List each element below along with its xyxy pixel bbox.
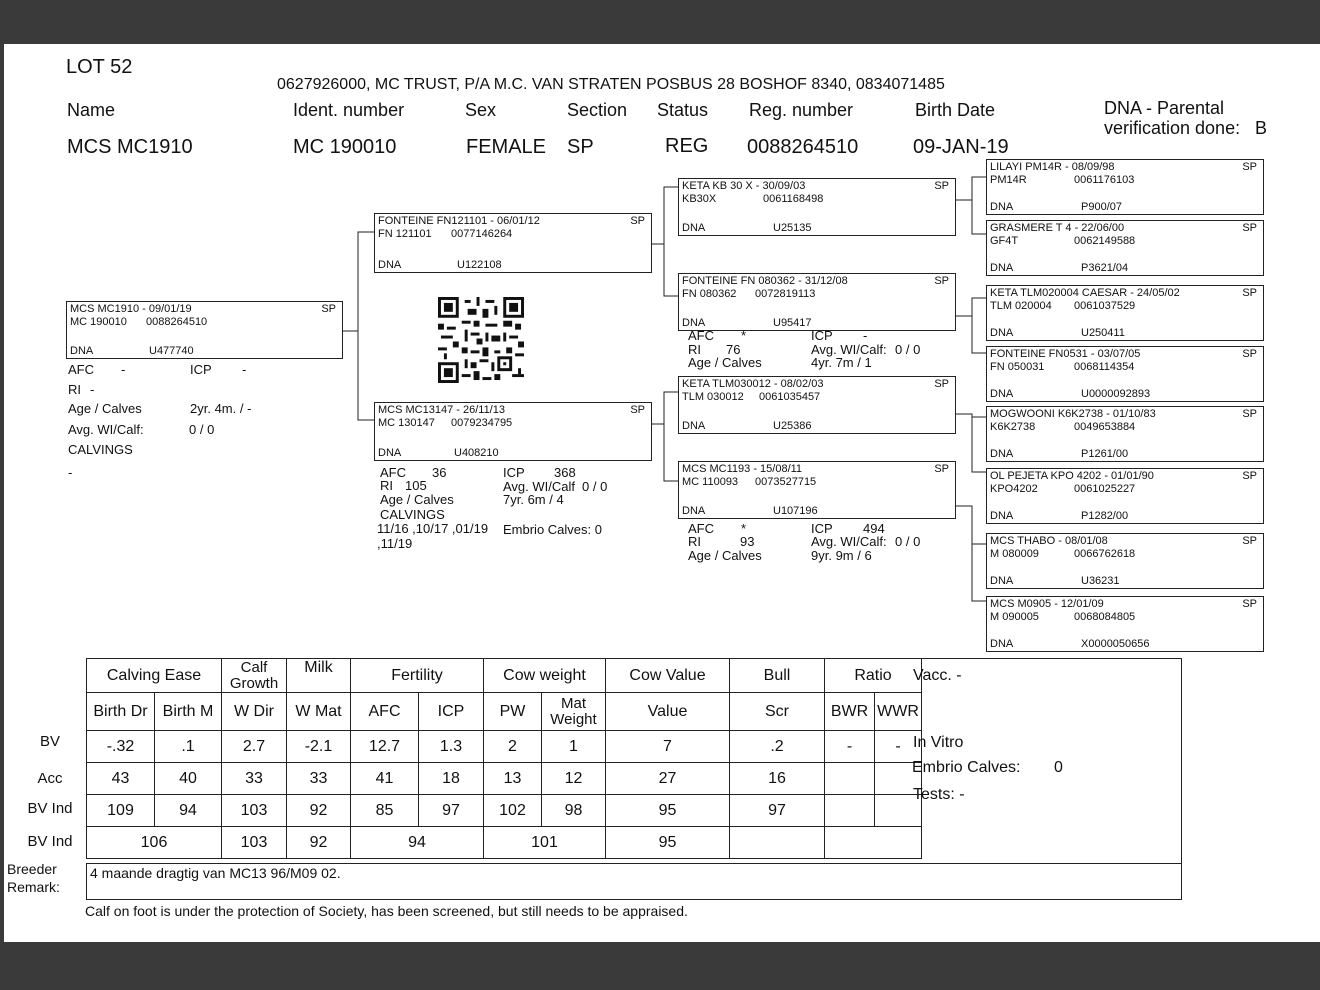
acc-cell: 43: [87, 763, 155, 795]
gp4-icp: 494: [863, 521, 885, 536]
acc-cell: 27: [606, 763, 730, 795]
sire-title: FONTEINE FN121101 - 06/01/12: [378, 215, 540, 227]
header-reg: Reg. number: [749, 100, 854, 120]
gp2-age-label: Age / Calves: [688, 355, 762, 370]
vaccination-panel: [906, 658, 1182, 864]
gp2-age: 4yr. 7m / 1: [811, 355, 872, 370]
acc-cell: [825, 763, 875, 795]
gp-section: SP: [934, 378, 949, 390]
bottom-bar: [0, 942, 1320, 990]
bv-cell: .2: [730, 731, 825, 763]
subheader-2: W Dir: [222, 693, 287, 731]
gp-reg: 0073527715: [755, 476, 817, 488]
great-grandparent-box: [986, 346, 1264, 402]
gp-dna-label: DNA: [682, 505, 706, 517]
subject-age: 2yr. 4m. / -: [190, 401, 252, 416]
dam-reg: 0079234795: [451, 417, 513, 429]
dam-dna: U408210: [454, 447, 499, 459]
subheader-11: WWR: [875, 693, 922, 731]
ggp-id: M 080009: [990, 548, 1039, 560]
subject-section: SP: [321, 303, 336, 315]
group-fertility: Fertility: [351, 659, 484, 693]
header-ident: Ident. number: [293, 100, 405, 120]
ggp-section: SP: [1242, 287, 1257, 299]
ggp-dna: U36231: [1081, 575, 1120, 587]
ggp-dna-label: DNA: [990, 448, 1014, 460]
ggp-id: K6K2738: [990, 421, 1036, 433]
ggp-dna-label: DNA: [990, 510, 1014, 522]
ggp-id: PM14R: [990, 174, 1027, 186]
ggp-dna-label: DNA: [990, 262, 1014, 274]
qr-code: [436, 297, 526, 383]
subject-ri-label: RI: [68, 382, 81, 397]
breeder-remark: 4 maande dragtig van MC13 96/M09 02.: [90, 865, 341, 881]
group-ratio: Ratio: [825, 659, 922, 693]
gp2-ri-label: RI: [688, 342, 701, 357]
acc-cell: 12: [542, 763, 606, 795]
ggp-section: SP: [1242, 470, 1257, 482]
dam-age: 7yr. 6m / 4: [503, 492, 564, 507]
bv-cell: 12.7: [351, 731, 419, 763]
group-calving-ease: Calving Ease: [87, 659, 222, 693]
breeding-values-table: [86, 658, 922, 859]
ggp-section: SP: [1242, 598, 1257, 610]
ggp-dna: U0000092893: [1081, 388, 1151, 400]
gp-reg: 0072819113: [755, 288, 816, 300]
dam-afc: 36: [432, 465, 447, 480]
dam-afc-label: AFC: [380, 465, 406, 480]
gp4-wi-label: Avg. WI/Calf:: [811, 534, 887, 549]
subheader-10: BWR: [825, 693, 875, 731]
ggp-dna-label: DNA: [990, 575, 1014, 587]
bvind-cell: 85: [351, 795, 419, 827]
bvind-cell: [825, 795, 875, 827]
subheader-0: Birth Dr: [87, 693, 155, 731]
group-cow-value: Cow Value: [606, 659, 730, 693]
bvind-cell: 103: [222, 795, 287, 827]
acc-cell: 18: [419, 763, 484, 795]
ggp-dna: P1282/00: [1081, 510, 1129, 522]
header-status: Status: [657, 100, 709, 120]
subject-box: [66, 301, 343, 359]
bvind-cell: 102: [484, 795, 542, 827]
bv-cell: .1: [155, 731, 222, 763]
gp2-afc-label: AFC: [688, 328, 714, 343]
remark-label-2: Remark:: [7, 879, 60, 895]
dam-box: [374, 402, 652, 461]
subheader-6: PW: [484, 693, 542, 731]
gp4-ri-label: RI: [688, 534, 701, 549]
header-section: Section: [567, 100, 628, 120]
animal-status: REG: [665, 135, 709, 157]
bv-cell: 2.7: [222, 731, 287, 763]
gp-title: KETA KB 30 X - 30/09/03: [682, 180, 806, 192]
embrio-label: Embrio Calves:: [912, 759, 1021, 776]
ggp-title: MCS M0905 - 12/01/09: [990, 598, 1104, 610]
acc-cell: 33: [222, 763, 287, 795]
subject-dna-label: DNA: [70, 345, 94, 357]
vacc-text: Vacc. -: [913, 667, 962, 684]
subject-ri: -: [90, 382, 95, 397]
sire-section: SP: [630, 215, 645, 227]
ggp-title: OL PEJETA KPO 4202 - 01/01/90: [990, 470, 1154, 482]
gp2-wi: 0 / 0: [895, 342, 921, 357]
ggp-section: SP: [1242, 408, 1257, 420]
gp-dna: U25386: [773, 420, 812, 432]
header-birth: Birth Date: [915, 100, 996, 120]
animal-section: SP: [567, 136, 594, 158]
ggp-reg: 0068114354: [1074, 361, 1135, 373]
grandparent-box: [678, 461, 956, 519]
subject-afc: -: [121, 362, 126, 377]
gp-reg: 0061035457: [759, 391, 821, 403]
bv-cell: 7: [606, 731, 730, 763]
ggp-section: SP: [1242, 161, 1257, 173]
ggp-id: GF4T: [990, 235, 1019, 247]
lot-number: LOT 52: [66, 56, 133, 78]
dam-calvings-2: ,11/19: [377, 536, 413, 551]
sire-reg: 0077146264: [451, 228, 513, 240]
ggp-dna: P900/07: [1081, 201, 1122, 213]
bvind-cell: 95: [606, 795, 730, 827]
subject-calvings-label: CALVINGS: [68, 442, 133, 457]
group-milk: Milk: [287, 659, 351, 693]
dam-ri: 105: [405, 478, 427, 493]
dam-title: MCS MC13147 - 26/11/13: [378, 404, 505, 416]
ggp-reg: 0068084805: [1074, 611, 1136, 623]
bvind2-cow-weight: 101: [484, 827, 606, 859]
subheader-9: Scr: [730, 693, 825, 731]
gp2-icp: -: [863, 328, 868, 343]
great-grandparent-box: [986, 596, 1264, 652]
dam-calvings-label: CALVINGS: [380, 507, 445, 522]
acc-cell: 33: [287, 763, 351, 795]
group-bull: Bull: [730, 659, 825, 693]
bv-cell: -.32: [87, 731, 155, 763]
remark-label-1: Breeder: [7, 861, 57, 877]
ggp-reg: 0061025227: [1074, 483, 1136, 495]
gp2-wi-label: Avg. WI/Calf:: [811, 342, 887, 357]
bvind-cell: 98: [542, 795, 606, 827]
gp-section: SP: [934, 463, 949, 475]
gp-id: KB30X: [682, 193, 717, 205]
subject-title: MCS MC1910 - 09/01/19: [70, 303, 192, 315]
gp-dna: U25135: [773, 222, 812, 234]
subheader-5: ICP: [419, 693, 484, 731]
row-label-bvind-2: BV Ind: [27, 833, 73, 850]
ggp-title: MCS THABO - 08/01/08: [990, 535, 1108, 547]
ggp-section: SP: [1242, 222, 1257, 234]
gp-id: TLM 030012: [682, 391, 744, 403]
bvind-cell: 109: [87, 795, 155, 827]
dam-icp: 368: [554, 465, 576, 480]
sire-box: [374, 213, 652, 273]
gp4-age: 9yr. 9m / 6: [811, 548, 872, 563]
subheader-3: W Mat: [287, 693, 351, 731]
owner-line: 0627926000, MC TRUST, P/A M.C. VAN STRATEN POSBUS 28 BOSHOF 8340, 0834071485: [277, 76, 945, 93]
dna-verification-value: B: [1255, 118, 1268, 138]
gp4-icp-label: ICP: [811, 521, 833, 536]
gp-dna-label: DNA: [682, 420, 706, 432]
ggp-id: FN 050031: [990, 361, 1045, 373]
ggp-id: KPO4202: [990, 483, 1038, 495]
ggp-reg: 0061176103: [1074, 174, 1135, 186]
ggp-reg: 0061037529: [1074, 300, 1136, 312]
bvind2-calving: 106: [87, 827, 222, 859]
dam-ri-label: RI: [380, 478, 393, 493]
subject-afc-label: AFC: [68, 362, 94, 377]
subject-calvings: -: [68, 465, 73, 480]
sire-dna: U122108: [457, 259, 502, 271]
dam-dna-label: DNA: [378, 447, 402, 459]
gp2-ri: 76: [726, 342, 741, 357]
dam-embrio: Embrio Calves: 0: [503, 522, 602, 537]
great-grandparent-box: [986, 533, 1264, 589]
bvind-cell: 92: [287, 795, 351, 827]
acc-cell: 40: [155, 763, 222, 795]
great-grandparent-box: [986, 406, 1264, 462]
lot-sheet: [4, 44, 1320, 942]
bv-cell: 1: [542, 731, 606, 763]
gp-id: MC 110093: [682, 476, 739, 488]
ggp-dna: P3621/04: [1081, 262, 1129, 274]
gp-dna-label: DNA: [682, 317, 706, 329]
bvind-cell: 97: [419, 795, 484, 827]
animal-reg: 0088264510: [747, 136, 859, 158]
subject-id: MC 190010: [70, 316, 127, 328]
embrio-value: 0: [1054, 759, 1063, 776]
ggp-reg: 0062149588: [1074, 235, 1136, 247]
subject-age-label: Age / Calves: [68, 401, 142, 416]
great-grandparent-box: [986, 285, 1264, 341]
gp-section: SP: [934, 275, 949, 287]
bvind2-wdir: 103: [222, 827, 287, 859]
gp-dna-label: DNA: [682, 222, 706, 234]
ggp-reg: 0049653884: [1074, 421, 1136, 433]
gp2-icp-label: ICP: [811, 328, 833, 343]
row-label-bvind: BV Ind: [27, 800, 73, 817]
dam-id: MC 130147: [378, 417, 435, 429]
bvind2-bull: [730, 827, 825, 859]
ggp-title: LILAYI PM14R - 08/09/98: [990, 161, 1115, 173]
gp-dna: U95417: [773, 317, 812, 329]
acc-cell: 16: [730, 763, 825, 795]
ggp-dna-label: DNA: [990, 201, 1014, 213]
subheader-4: AFC: [351, 693, 419, 731]
subject-wi-label: Avg. WI/Calf:: [68, 422, 144, 437]
bvind2-value: 95: [606, 827, 730, 859]
bvind-cell: 94: [155, 795, 222, 827]
gp-dna: U107196: [773, 505, 818, 517]
row-label-bv: BV: [39, 733, 60, 750]
ggp-dna-label: DNA: [990, 388, 1014, 400]
footer-note: Calf on foot is under the protection of Society, has been screened, but still needs to be appraised.: [85, 903, 688, 919]
bv-cell: 2: [484, 731, 542, 763]
header-dna-2: verification done:: [1104, 118, 1241, 138]
ggp-dna: U250411: [1081, 327, 1125, 339]
dam-wi: 0 / 0: [582, 479, 608, 494]
group-cow-weight: Cow weight: [484, 659, 606, 693]
animal-name: MCS MC1910: [67, 136, 193, 158]
ggp-dna: X0000050656: [1081, 638, 1150, 650]
acc-cell: 41: [351, 763, 419, 795]
ggp-title: MOGWOONI K6K2738 - 01/10/83: [990, 408, 1156, 420]
great-grandparent-box: [986, 220, 1264, 276]
tests-text: Tests: -: [913, 786, 965, 803]
gp-title: FONTEINE FN 080362 - 31/12/08: [682, 275, 848, 287]
dam-calvings-1: 11/16 ,10/17 ,01/19: [377, 521, 489, 536]
header-name: Name: [67, 100, 116, 120]
gp4-afc: *: [741, 521, 747, 536]
ggp-title: FONTEINE FN0531 - 03/07/05: [990, 348, 1141, 360]
subheader-1: Birth M: [155, 693, 222, 731]
gp-title: KETA TLM030012 - 08/02/03: [682, 378, 824, 390]
subheader-8: Value: [606, 693, 730, 731]
grandparent-box: [678, 376, 956, 434]
acc-cell: 13: [484, 763, 542, 795]
header-dna-1: DNA - Parental: [1104, 98, 1225, 118]
breeder-remark-box: [86, 863, 1182, 900]
ggp-title: GRASMERE T 4 - 22/06/00: [990, 222, 1125, 234]
dam-wi-label: Avg. WI/Calf: [503, 479, 576, 494]
header-sex: Sex: [465, 100, 497, 120]
bv-cell: -: [825, 731, 875, 763]
ggp-id: M 090005: [990, 611, 1039, 623]
grandparent-box: [678, 273, 956, 331]
ggp-section: SP: [1242, 535, 1257, 547]
invitro-label: In Vitro: [913, 734, 964, 751]
sire-id: FN 121101: [378, 228, 432, 240]
bvind2-wmat: 92: [287, 827, 351, 859]
subject-reg: 0088264510: [146, 316, 208, 328]
great-grandparent-box: [986, 468, 1264, 524]
gp-reg: 0061168498: [763, 193, 824, 205]
ggp-id: TLM 020004: [990, 300, 1052, 312]
subject-wi: 0 / 0: [189, 422, 215, 437]
gp-id: FN 080362: [682, 288, 737, 300]
subject-icp-label: ICP: [190, 362, 212, 377]
ggp-section: SP: [1242, 348, 1257, 360]
animal-ident: MC 190010: [293, 136, 397, 158]
animal-birth: 09-JAN-19: [913, 136, 1009, 158]
animal-sex: FEMALE: [466, 136, 547, 158]
bv-cell: -: [875, 731, 922, 763]
gp4-wi: 0 / 0: [895, 534, 921, 549]
bvind2-fertility: 94: [351, 827, 484, 859]
ggp-dna-label: DNA: [990, 327, 1014, 339]
ggp-dna: P1261/00: [1081, 448, 1129, 460]
bv-cell: 1.3: [419, 731, 484, 763]
ggp-title: KETA TLM020004 CAESAR - 24/05/02: [990, 287, 1180, 299]
grandparent-box: [678, 178, 956, 236]
dam-icp-label: ICP: [503, 465, 525, 480]
gp2-afc: *: [741, 328, 747, 343]
row-label-acc: Acc: [37, 770, 63, 787]
great-grandparent-box: [986, 159, 1264, 215]
gp4-ri: 93: [740, 534, 755, 549]
bvind-cell: 97: [730, 795, 825, 827]
subheader-7: Mat Weight: [542, 693, 606, 731]
dam-section: SP: [630, 404, 645, 416]
sire-dna-label: DNA: [378, 259, 402, 271]
gp-title: MCS MC1193 - 15/08/11: [682, 463, 803, 475]
ggp-dna-label: DNA: [990, 638, 1014, 650]
gp-section: SP: [934, 180, 949, 192]
gp4-age-label: Age / Calves: [688, 548, 762, 563]
ggp-reg: 0066762618: [1074, 548, 1136, 560]
subject-dna: U477740: [149, 345, 194, 357]
subject-icp: -: [242, 362, 247, 377]
group-calf-growth: Calf Growth: [222, 659, 287, 693]
bv-cell: -2.1: [287, 731, 351, 763]
dam-age-label: Age / Calves: [380, 492, 454, 507]
gp4-afc-label: AFC: [688, 521, 714, 536]
